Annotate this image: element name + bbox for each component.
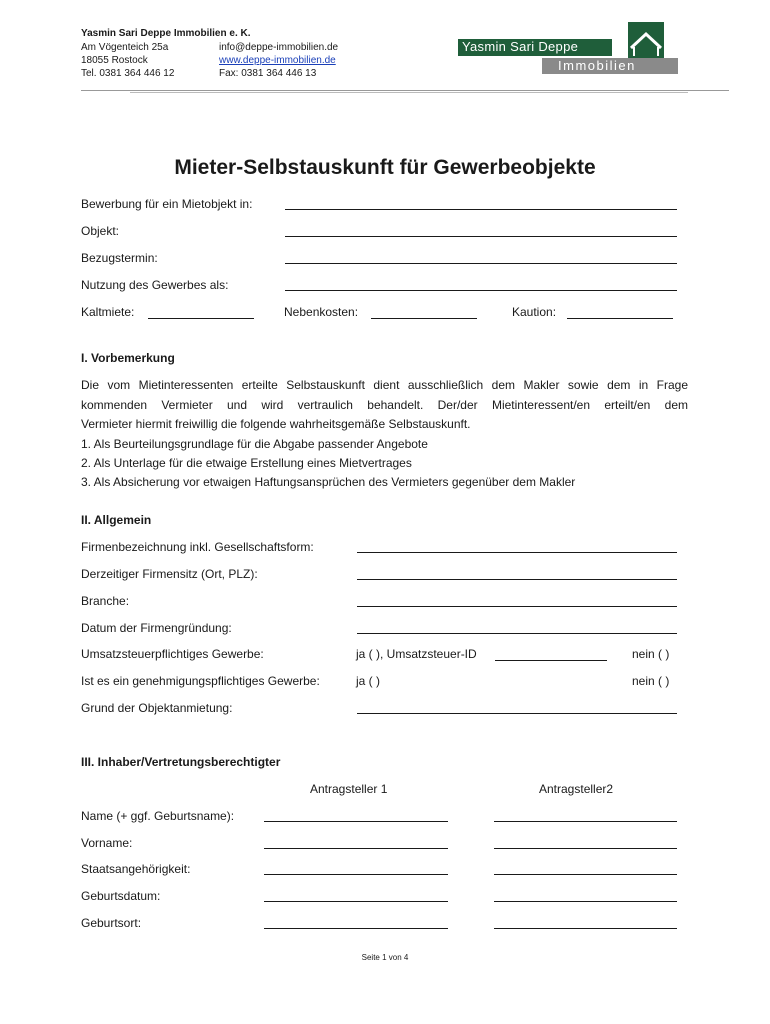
field-branche[interactable] <box>357 606 677 607</box>
section-1-item-2: 2. Als Unterlage für die etwaige Erstellung eines Mietvertrages <box>81 456 412 470</box>
label-nebenkosten: Nebenkosten: <box>284 305 359 319</box>
checkbox-genehm-nein[interactable]: nein ( ) <box>632 674 670 688</box>
column-antragsteller-2: Antragsteller2 <box>539 782 614 796</box>
section-1-line-3: Vermieter hiermit freiwillig die folgende wahrheitsgemäße Selbstauskunft. <box>81 417 471 431</box>
logo-sub-text: Immobilien <box>558 58 636 73</box>
section-1-heading: I. Vorbemerkung <box>81 351 175 365</box>
page-number: Seite 1 von 4 <box>361 953 409 962</box>
label-geburtsdatum: Geburtsdatum: <box>81 889 161 903</box>
label-genehmigung: Ist es ein genehmigungspflichtiges Gewerbe: <box>81 674 320 688</box>
field-gebdatum-1[interactable] <box>264 901 448 902</box>
label-vorname: Vorname: <box>81 836 133 850</box>
field-vorname-1[interactable] <box>264 848 448 849</box>
label-branche: Branche: <box>81 594 130 608</box>
label-umsatzsteuer: Umsatzsteuerpflichtiges Gewerbe: <box>81 647 264 661</box>
page-title: Mieter-Selbstauskunft für Gewerbeobjekte <box>174 156 596 179</box>
checkbox-genehm-ja[interactable]: ja ( ) <box>356 674 380 688</box>
field-umsatzsteuer-id[interactable] <box>495 660 607 661</box>
field-name-2[interactable] <box>494 821 677 822</box>
field-staat-1[interactable] <box>264 874 448 875</box>
company-city: 18055 Rostock <box>81 55 148 66</box>
logo-name-text: Yasmin Sari Deppe <box>462 39 579 54</box>
field-objekt[interactable] <box>285 236 677 237</box>
field-kaution[interactable] <box>567 318 673 319</box>
label-objekt: Objekt: <box>81 224 120 238</box>
section-1-line-2: kommenden Vermieter und wird vertraulich behandelt. Der/der Mietinteressent/en erteilt/en dem <box>81 398 688 412</box>
column-antragsteller-1: Antragsteller 1 <box>310 782 388 796</box>
section-1-item-3: 3. Als Absicherung vor etwaigen Haftungsansprüchen des Vermieters gegenüber dem Makler <box>81 475 576 489</box>
company-logo <box>458 22 678 82</box>
field-grund[interactable] <box>357 713 677 714</box>
field-staat-2[interactable] <box>494 874 677 875</box>
company-email: info@deppe-immobilien.de <box>219 42 339 53</box>
label-bewerbung: Bewerbung für ein Mietobjekt in: <box>81 197 253 211</box>
checkbox-ust-nein[interactable]: nein ( ) <box>632 647 670 661</box>
label-gruendung: Datum der Firmengründung: <box>81 621 232 635</box>
checkbox-ust-ja[interactable]: ja ( ), Umsatzsteuer-ID <box>356 647 477 661</box>
field-nebenkosten[interactable] <box>371 318 477 319</box>
section-1-item-1: 1. Als Beurteilungsgrundlage für die Abgabe passender Angebote <box>81 437 428 451</box>
field-bewerbung[interactable] <box>285 209 677 210</box>
header-rule <box>81 90 729 91</box>
label-firmenbezeichnung: Firmenbezeichnung inkl. Gesellschaftsform: <box>81 540 314 554</box>
field-nutzung[interactable] <box>285 290 677 291</box>
label-kaution: Kaution: <box>512 305 557 319</box>
field-firmensitz[interactable] <box>357 579 677 580</box>
label-grund: Grund der Objektanmietung: <box>81 701 233 715</box>
field-bezugstermin[interactable] <box>285 263 677 264</box>
field-gebort-2[interactable] <box>494 928 677 929</box>
company-name: Yasmin Sari Deppe Immobilien e. K. <box>81 28 251 39</box>
label-geburtsort: Geburtsort: <box>81 916 142 930</box>
section-2-heading: II. Allgemein <box>81 513 152 527</box>
header-rule-2 <box>130 92 688 93</box>
section-1-line-1: Die vom Mietinteressenten erteilte Selbstauskunft dient ausschließlich dem Makler sowie dem in Frage <box>81 378 688 392</box>
label-staatsangehoerigkeit: Staatsangehörigkeit: <box>81 862 191 876</box>
field-kaltmiete[interactable] <box>148 318 254 319</box>
label-nutzung: Nutzung des Gewerbes als: <box>81 278 229 292</box>
label-firmensitz: Derzeitiger Firmensitz (Ort, PLZ): <box>81 567 258 581</box>
field-gebdatum-2[interactable] <box>494 901 677 902</box>
company-tel: Tel. 0381 364 446 12 <box>81 68 175 79</box>
section-3-heading: III. Inhaber/Vertretungsberechtigter <box>81 755 281 769</box>
field-firmenbezeichnung[interactable] <box>357 552 677 553</box>
company-street: Am Vögenteich 25a <box>81 42 169 53</box>
field-gruendung[interactable] <box>357 633 677 634</box>
field-gebort-1[interactable] <box>264 928 448 929</box>
label-name: Name (+ ggf. Geburtsname): <box>81 809 235 823</box>
field-name-1[interactable] <box>264 821 448 822</box>
field-vorname-2[interactable] <box>494 848 677 849</box>
company-fax: Fax: 0381 364 446 13 <box>219 68 317 79</box>
company-web-link[interactable]: www.deppe-immobilien.de <box>219 55 336 66</box>
label-bezugstermin: Bezugstermin: <box>81 251 158 265</box>
label-kaltmiete: Kaltmiete: <box>81 305 135 319</box>
